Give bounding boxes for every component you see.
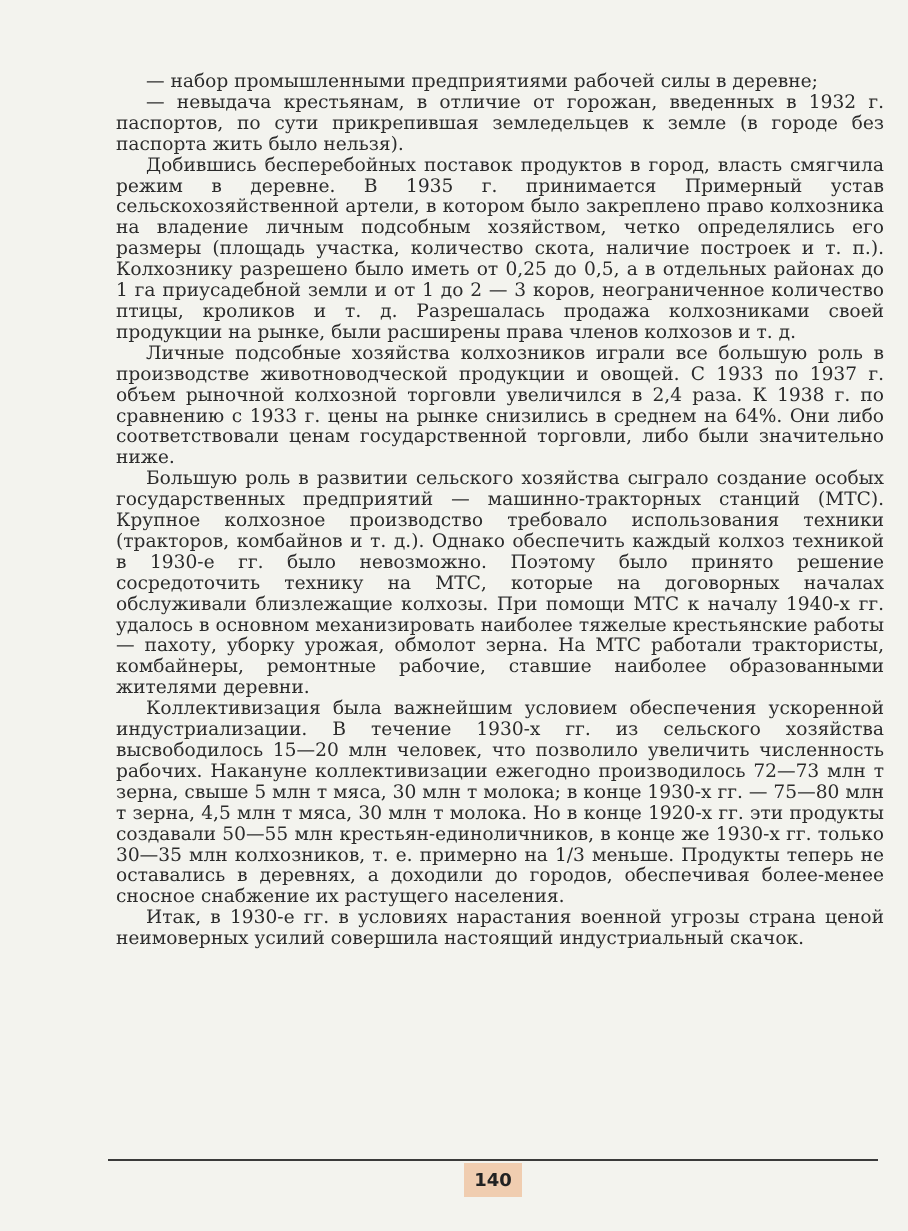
paragraph: — набор промышленными предприятиями рабочей силы в деревне; — [146, 71, 818, 92]
paragraph: Большую роль в развитии сельского хозяйства сыграло создание особых государственных предприятий — машинно-тракторных станций (МТС). Крупное колхозное производство требовало использования техники (тракторов, комбайнов и т. д.). Однако обеспечить каждый колхоз техникой в 1930-е гг. было невозможно. Поэтому было принято решение сосредоточить технику на МТС, которые на договорных началах обслуживали близлежащие колхозы. При помощи МТС к началу 1940-х гг. удалось в основном механизировать наиболее тяжелые крестьянские работы — пахоту, уборку урожая, обмолот зерна. На МТС работали трактористы, комбайнеры, ремонтные рабочие, ставшие наиболее образованными жителями деревни. — [116, 468, 884, 699]
footer-divider — [108, 1159, 878, 1161]
paragraph: Итак, в 1930-е гг. в условиях нарастания военной угрозы страна ценой неимоверных усилий совершила настоящий индустриальный скачок. — [116, 907, 884, 950]
paragraph: Коллективизация была важнейшим условием обеспечения ускоренной индустриализации. В течение 1930-х гг. из сельского хозяйства высвободилось 15—20 млн человек, что позволило увеличить численность рабочих. Накануне коллективизации ежегодно производилось 72—73 млн т зерна, свыше 5 млн т мяса, 30 млн т молока; в конце 1930-х гг. — 75—80 млн т зерна, 4,5 млн т мяса, 30 млн т молока. Но в конце 1920-х гг. эти продукты создавали 50—55 млн крестьян-единоличников, в конце же 1930-х гг. только 30—35 млн колхозников, т. е. примерно на 1/3 меньше. Продукты теперь не оставались в деревнях, а доходили до городов, обеспечивая более-менее сносное снабжение их растущего населения. — [116, 698, 884, 908]
body-text — [116, 72, 884, 950]
paragraph: Добившись бесперебойных поставок продуктов в город, власть смягчила режим в деревне. В 1935 г. принимается Примерный устав сельскохозяйственной артели, в котором было закреплено право колхозника на владение личным подсобным хозяйством, четко определялись его размеры (площадь участка, количество скота, наличие построек и т. п.). Колхознику разрешено было иметь от 0,25 до 0,5, а в отдельных районах до 1 га приусадебной земли и от 1 до 2 — 3 коров, неограниченное количество птицы, кроликов и т. д. Разрешалась продажа колхозниками своей продукции на рынке, были расширены права членов колхозов и т. д. — [116, 154, 884, 343]
paragraph: Личные подсобные хозяйства колхозников играли все большую роль в производстве животноводческой продукции и овощей. С 1933 по 1937 г. объем рыночной колхозной торговли увеличился в 2,4 раза. К 1938 г. по сравнению с 1933 г. цены на рынке снизились в среднем на 64%. Они либо соответствовали ценам государственной торговли, либо были значительно ниже. — [116, 342, 884, 469]
paragraph: — невыдача крестьянам, в отличие от горожан, введенных в 1932 г. паспортов, по сути прикрепившая земледельцев к земле (в городе без паспорта жить было нельзя). — [116, 91, 884, 155]
page-number: 140 — [474, 1169, 512, 1191]
page-number-badge — [464, 1163, 522, 1197]
